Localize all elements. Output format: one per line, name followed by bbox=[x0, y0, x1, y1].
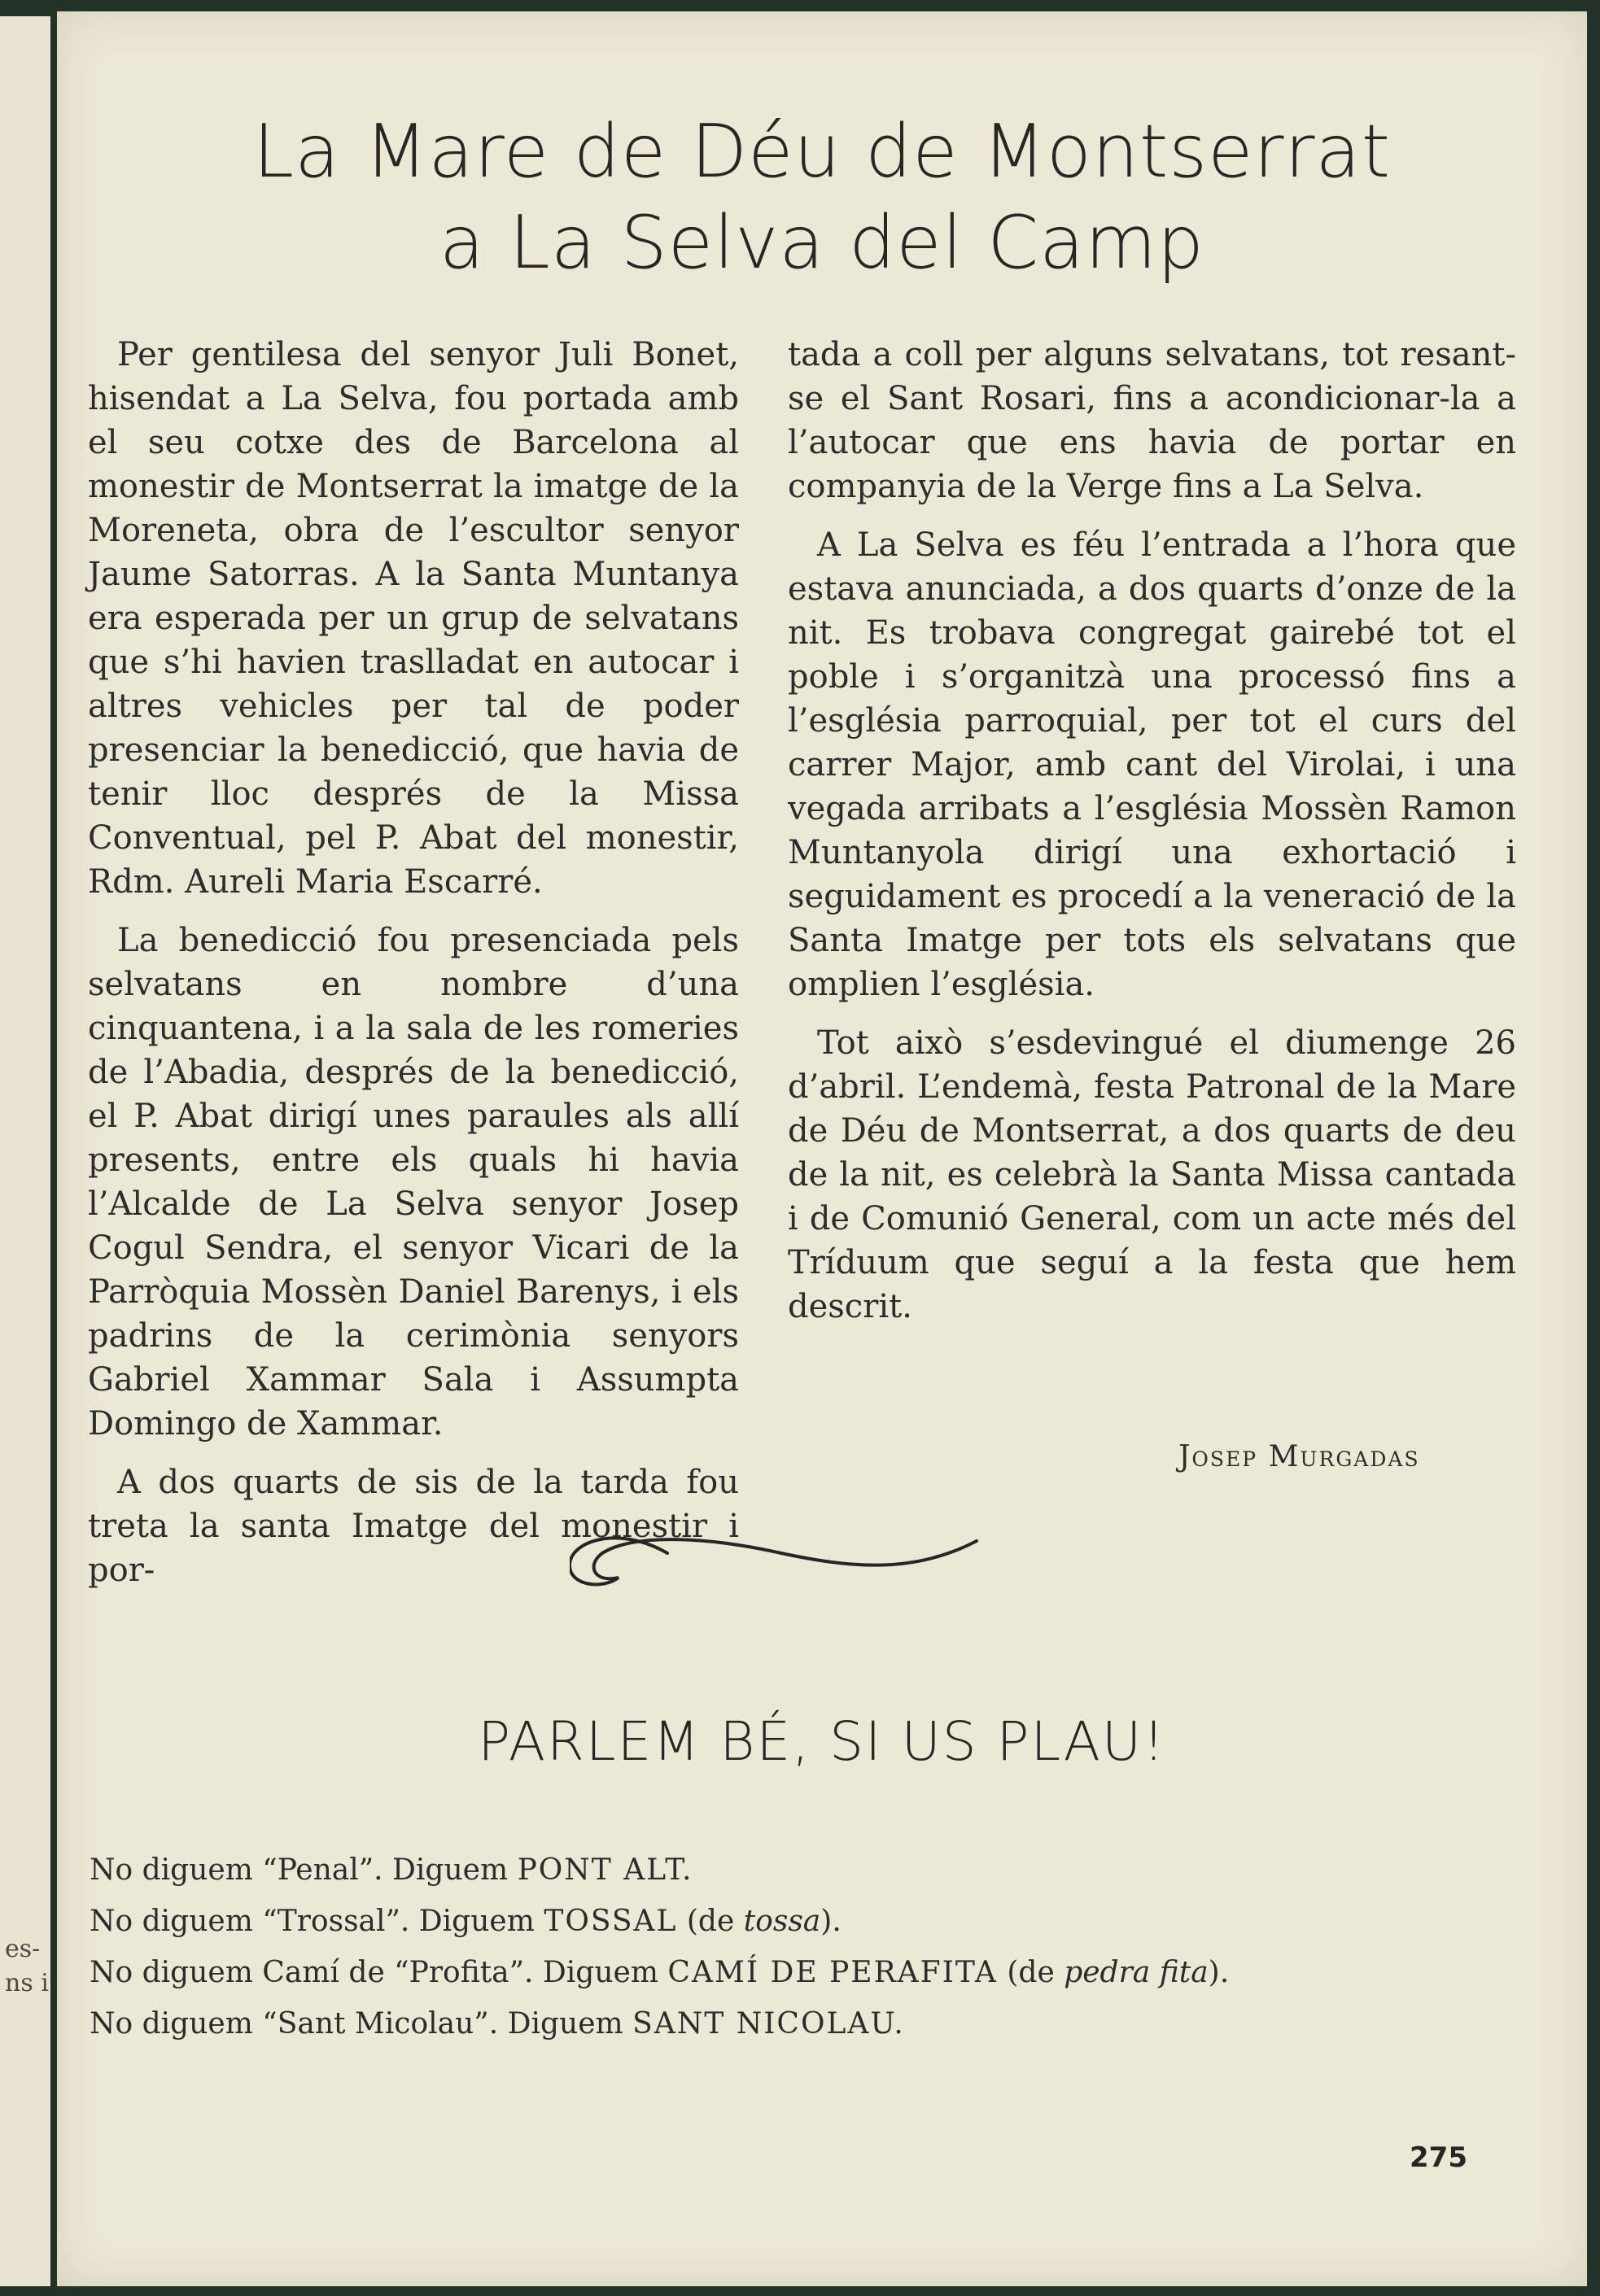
previous-page-edge bbox=[0, 16, 52, 2286]
tip-text: ). bbox=[820, 1905, 842, 1938]
article-title-line-2: a La Selva del Camp bbox=[439, 200, 1205, 286]
article-paragraph: tada a coll per alguns selvatans, tot resant-se el Sant Rosari, fins a acondicionar-la a l’autocar que ens havia de portar en companyia de la Verge fins a La Selva. bbox=[788, 336, 1516, 505]
tip-text: ). bbox=[1208, 1956, 1230, 1989]
tip-text: No diguem “Penal”. Diguem bbox=[90, 1853, 518, 1887]
magazine-page bbox=[57, 11, 1587, 2286]
language-tip bbox=[90, 1956, 1229, 1989]
article-paragraph: A dos quarts de sis de la tarda fou treta la santa Imatge del monestir i por- bbox=[88, 1464, 739, 1589]
article-paragraph: Per gentilesa del senyor Juli Bonet, hisendat a La Selva, fou portada amb el seu cotxe des de Barcelona al monestir de Montserrat la imatge de la Moreneta, obra de l’escultor senyor Jaume Satorras. A la Santa Muntanya era esperada per un grup de selvatans que s’hi havien traslladat en autocar i altres vehicles per tal de poder presenciar la benedicció, que havia de tenir lloc després de la Missa Conventual, pel P. Abat del monestir, Rdm. Aureli Maria Escarré. bbox=[88, 336, 739, 901]
tip-correct-form: PONT ALT. bbox=[517, 1853, 693, 1887]
tip-correct-form: CAMÍ DE PERAFITA bbox=[667, 1956, 998, 1989]
article-paragraph: La benedicció fou presenciada pels selvatans en nombre d’una cinquantena, i a la sala de les romeries de l’Abadia, després de la benedicció, el P. Abat dirigí unes paraules als allí presents, entre els quals hi havia l’Alcalde de La Selva senyor Josep Cogul Sendra, el senyor Vicari de la Parròquia Mossèn Daniel Barenys, i els padrins de la cerimònia senyors Gabriel Xammar Sala i Assumpta Domingo de Xammar. bbox=[88, 922, 739, 1443]
right-column bbox=[788, 333, 1516, 1343]
tip-correct-form: TOSSAL bbox=[544, 1905, 678, 1938]
language-tip bbox=[90, 1905, 842, 1938]
tip-text: No diguem Camí de “Profita”. Diguem bbox=[90, 1956, 668, 1989]
language-tip bbox=[90, 1853, 693, 1887]
left-column bbox=[88, 333, 739, 1607]
article-title-line-1: La Mare de Déu de Montserrat bbox=[253, 109, 1391, 194]
flourish-ornament-icon bbox=[570, 1508, 993, 1598]
tip-text: No diguem “Trossal”. Diguem bbox=[90, 1905, 544, 1938]
language-tip bbox=[90, 2007, 905, 2041]
prev-page-fragment: ns i bbox=[5, 1969, 49, 1997]
author-signature: Josep Murgadas bbox=[1178, 1440, 1420, 1473]
page-number: 275 bbox=[1410, 2141, 1467, 2174]
tip-correct-form: SANT NICOLAU. bbox=[632, 2007, 905, 2041]
tip-text: No diguem “Sant Micolau”. Diguem bbox=[90, 2007, 633, 2041]
section-heading: PARLEM BÉ, SI US PLAU! bbox=[478, 1710, 1166, 1773]
prev-page-fragment: es- bbox=[5, 1935, 41, 1963]
tip-etymology: tossa bbox=[743, 1905, 821, 1938]
tip-etymology: pedra fita bbox=[1064, 1956, 1209, 1989]
tip-text: (de bbox=[997, 1956, 1064, 1989]
article-paragraph: A La Selva es féu l’entrada a l’hora que estava anunciada, a dos quarts d’onze de la nit. Es trobava congregat gairebé tot el poble i s’organitzà una processó fins a l’església parroquial, per tot el curs del carrer Major, amb cant del Virolai, i una vegada arribats a l’església Mossèn Ramon Muntanyola dirigí una exhortació i seguidament es procedí a la veneració de la Santa Imatge per tots els selvatans que omplien l’església. bbox=[788, 526, 1516, 1003]
article-paragraph: Tot això s’esdevingué el diumenge 26 d’abril. L’endemà, festa Patronal de la Mare de Déu de Montserrat, a dos quarts de deu de la nit, es celebrà la Santa Missa cantada i de Comunió General, com un acte més del Tríduum que seguí a la festa que hem descrit. bbox=[788, 1024, 1516, 1325]
tip-text: (de bbox=[677, 1905, 744, 1938]
